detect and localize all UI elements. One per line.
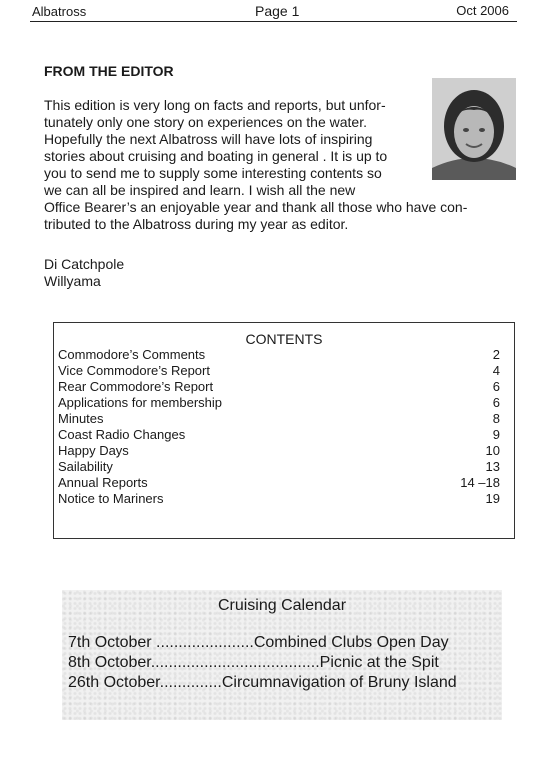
cruising-calendar: [62, 590, 502, 720]
contents-item-label: Applications for membership: [58, 395, 223, 410]
issue-date: Oct 2006: [456, 3, 509, 18]
contents-item-page: 6: [492, 379, 500, 394]
page-header: [0, 0, 547, 24]
contents-item-label: Minutes: [58, 411, 104, 426]
contents-item-page: 6: [492, 395, 500, 410]
contents-title: CONTENTS: [245, 331, 323, 347]
editor-photo: [432, 78, 516, 180]
editor-text-line: tunately only one story on experiences on the water.: [44, 114, 367, 130]
contents-item: [58, 475, 500, 491]
calendar-event: 8th October......................................Picnic at the Spit: [68, 654, 439, 671]
contents-item: [58, 443, 500, 459]
contents-item-page: 19: [485, 491, 500, 506]
contents-item: [58, 347, 500, 363]
editor-text-line: stories about cruising and boating in general . It is up to: [44, 148, 388, 164]
contents-item: [58, 379, 500, 395]
contents-item-label: Vice Commodore’s Report: [58, 363, 210, 378]
editor-signature-name: Di Catchpole: [44, 256, 125, 272]
contents-item-label: Happy Days: [58, 443, 129, 458]
contents-item: [58, 427, 500, 443]
contents-item-page: 4: [492, 363, 500, 378]
contents-item-label: Coast Radio Changes: [58, 427, 186, 442]
contents-box: [53, 322, 515, 539]
page-number: Page 1: [255, 3, 300, 19]
contents-item-label: Commodore’s Comments: [58, 347, 206, 362]
contents-item: [58, 363, 500, 379]
editor-signature-place: Willyama: [44, 273, 101, 289]
editor-text-line: you to send me to supply some interesting contents so: [44, 165, 382, 181]
contents-item: [58, 459, 500, 475]
contents-item-page: 10: [485, 443, 500, 458]
contents-item-label: Notice to Mariners: [58, 491, 164, 506]
editor-text-line: Hopefully the next Albatross will have lots of inspiring: [44, 131, 373, 147]
contents-item-page: 14 –18: [460, 475, 500, 490]
editor-text-line: This edition is very long on facts and reports, but unfor-: [44, 97, 386, 113]
editor-text-line: Office Bearer’s an enjoyable year and thank all those who have con-: [44, 199, 468, 215]
contents-item-page: 8: [492, 411, 500, 426]
contents-item-label: Rear Commodore’s Report: [58, 379, 214, 394]
editor-text-line: we can all be inspired and learn. I wish all the new: [44, 182, 356, 198]
contents-item-page: 2: [492, 347, 500, 362]
editor-heading: FROM THE EDITOR: [44, 63, 174, 79]
publication-name: Albatross: [32, 4, 87, 19]
header-rule: [30, 21, 517, 22]
contents-item: [58, 411, 500, 427]
contents-item-label: Annual Reports: [58, 475, 148, 490]
calendar-title: Cruising Calendar: [217, 597, 347, 614]
editor-text-line: tributed to the Albatross during my year as editor.: [44, 216, 349, 232]
calendar-event: 26th October..............Circumnavigation of Bruny Island: [68, 674, 457, 691]
contents-item-label: Sailability: [58, 459, 113, 474]
contents-item-page: 13: [485, 459, 500, 474]
contents-item: [58, 395, 500, 411]
contents-item-page: 9: [492, 427, 500, 442]
contents-item: [58, 491, 500, 507]
calendar-event: 7th October ......................Combined Clubs Open Day: [68, 634, 449, 651]
